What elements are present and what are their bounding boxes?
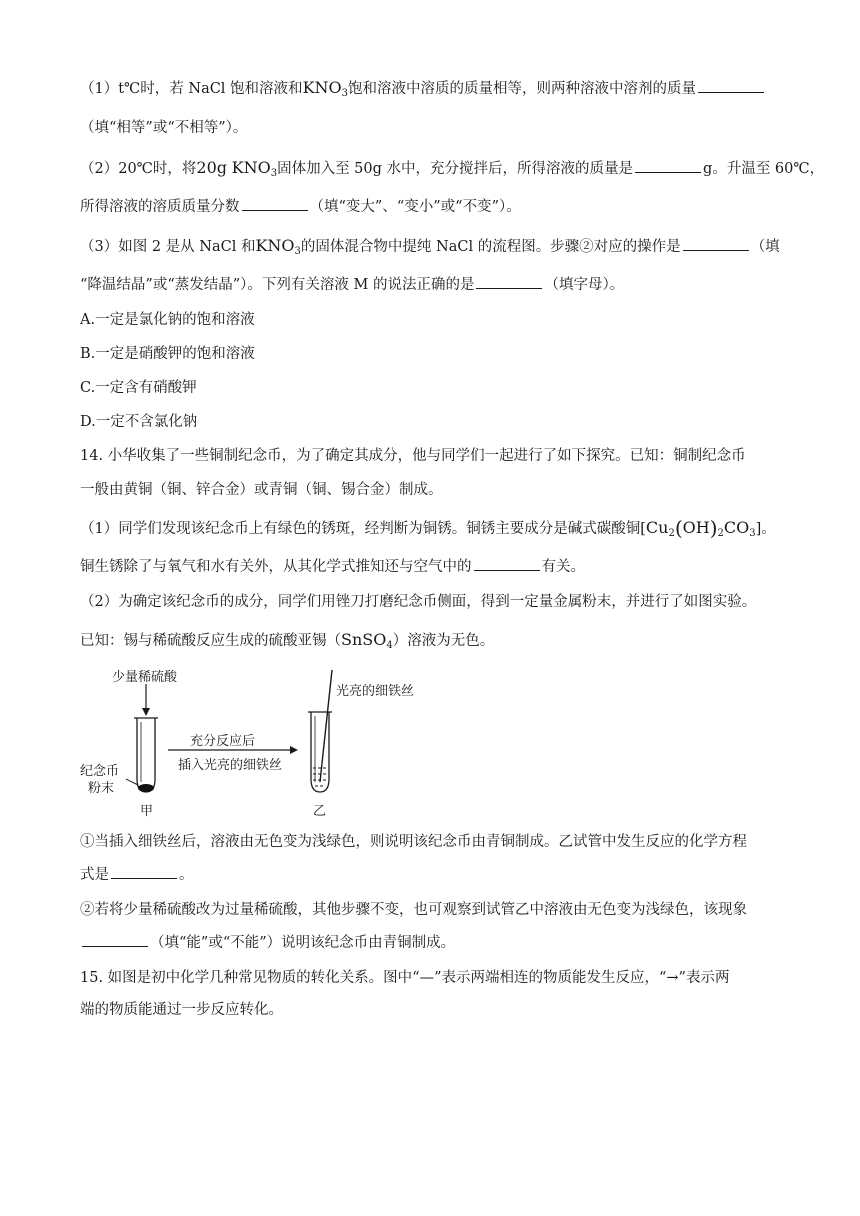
q14-sub2-line2: （填“能”或“不能”）说明该纪念币由青铜制成。 — [80, 932, 785, 953]
kno3-formula: $KNO_3$ — [255, 236, 301, 257]
answer-blank-7[interactable] — [111, 864, 177, 879]
option-d: D.一定不含氯化钠 — [80, 414, 198, 430]
q15-line1: 15. 如图是初中化学几种常见物质的转化关系。图中“—”表示两端相连的物质能发生反应，“→”表示两 — [80, 970, 730, 986]
text-segment: 饱和溶液中溶质的质量相等，则两种溶液中溶剂的质量 — [348, 81, 697, 97]
coin-powder — [138, 784, 154, 792]
label-tube-a: 甲 — [140, 804, 154, 819]
label-coin-powder-1: 纪念币 — [80, 764, 120, 779]
q13-part2-line1: （2）20℃时，将20g $KNO_3$固体加入至 50g 水中，充分搅拌后，所得溶液的质量是 g。升温至 60℃， — [80, 158, 825, 179]
basic-copper-carbonate-formula: $Cu_2(OH)_2CO_3$ — [645, 516, 756, 540]
label-shiny-iron-wire: 光亮的细铁丝 — [336, 684, 415, 699]
label-after-reaction: 充分反应后 — [190, 734, 256, 749]
option-c: C.一定含有硝酸钾 — [80, 380, 197, 396]
q14-sub2-line1: ②若将少量稀硫酸改为过量稀硫酸，其他步骤不变，也可观察到试管乙中溶液由无色变为浅绿色，该现象 — [80, 902, 747, 918]
reaction-arrowhead — [290, 746, 298, 754]
snso4-formula: SnSO$_4$ — [341, 630, 393, 651]
kno3-formula: $KNO_3$ — [302, 78, 349, 99]
answer-blank-4[interactable] — [683, 236, 749, 251]
experiment-diagram — [80, 664, 440, 824]
q14-sub1-line1: ①当插入细铁丝后，溶液由无色变为浅绿色，则说明该纪念币由青铜制成。乙试管中发生反应的化学方程 — [80, 834, 747, 850]
label-tube-b: 乙 — [313, 804, 327, 819]
q15-line2: 端的物质能通过一步反应转化。 — [80, 1002, 283, 1018]
answer-blank-8[interactable] — [82, 932, 148, 947]
label-dilute-sulfuric-acid: 少量稀硫酸 — [112, 670, 178, 685]
q13-part2-line2: 所得溶液的溶质质量分数 （填“变大”、“变小”或“不变”）。 — [80, 196, 785, 217]
mass-value: 20g — [196, 158, 228, 177]
label-insert-iron-wire: 插入光亮的细铁丝 — [178, 758, 283, 773]
q14-part1-line1: （1）同学们发现该纪念币上有绿色的锈斑，经判断为铜锈。铜锈主要成分是碱式碳酸铜$[Cu_2(OH)_2CO_3]$。 — [80, 516, 776, 540]
answer-blank-5[interactable] — [476, 274, 542, 289]
acid-pointer-arrowhead — [142, 708, 150, 716]
answer-blank-6[interactable] — [474, 556, 540, 571]
q13-part3-line2: “降温结晶”或“蒸发结晶”）。下列有关溶液 M 的说法正确的是 （填字母）。 — [80, 274, 785, 295]
label-coin-powder-2: 粉末 — [88, 781, 115, 796]
q13-part1-line1 — [80, 78, 785, 104]
coin-pointer-line — [126, 779, 138, 785]
q14-part2-line2: 已知：锡与稀硫酸反应生成的硫酸亚锡（SnSO$_4$）溶液为无色。 — [80, 630, 495, 651]
text-segment: （1）t℃时，若 NaCl 饱和溶液和 — [80, 81, 303, 97]
test-tube-a — [137, 718, 155, 792]
answer-blank-1[interactable] — [698, 78, 764, 93]
q14-intro-line1: 14. 小华收集了一些铜制纪念币，为了确定其成分，他与同学们一起进行了如下探究。已知：铜制纪念币 — [80, 448, 746, 464]
q14-part2-line1: （2）为确定该纪念币的成分，同学们用锉刀打磨纪念币侧面，得到一定量金属粉末，并进行了如图实验。 — [80, 594, 757, 610]
option-a: A.一定是氯化钠的饱和溶液 — [80, 312, 255, 328]
iron-wire — [320, 670, 332, 782]
q13-part3-line1: （3）如图 2 是从 NaCl 和$KNO_3$的固体混合物中提纯 NaCl 的流程图。步骤②对应的操作是 （填 — [80, 236, 780, 257]
q14-part1-line2: 铜生锈除了与氧气和水有关外，从其化学式推知还与空气中的 有关。 — [80, 556, 785, 577]
q14-sub1-line2: 式是 。 — [80, 864, 785, 885]
option-b: B.一定是硝酸钾的饱和溶液 — [80, 346, 255, 362]
answer-blank-2[interactable] — [635, 158, 701, 173]
q14-intro-line2: 一般由黄铜（铜、锌合金）或青铜（铜、锡合金）制成。 — [80, 482, 443, 498]
q13-part1-line2: （填“相等”或“不相等”）。 — [80, 120, 248, 136]
answer-blank-3[interactable] — [242, 196, 308, 211]
kno3-formula: $KNO_3$ — [231, 158, 278, 179]
